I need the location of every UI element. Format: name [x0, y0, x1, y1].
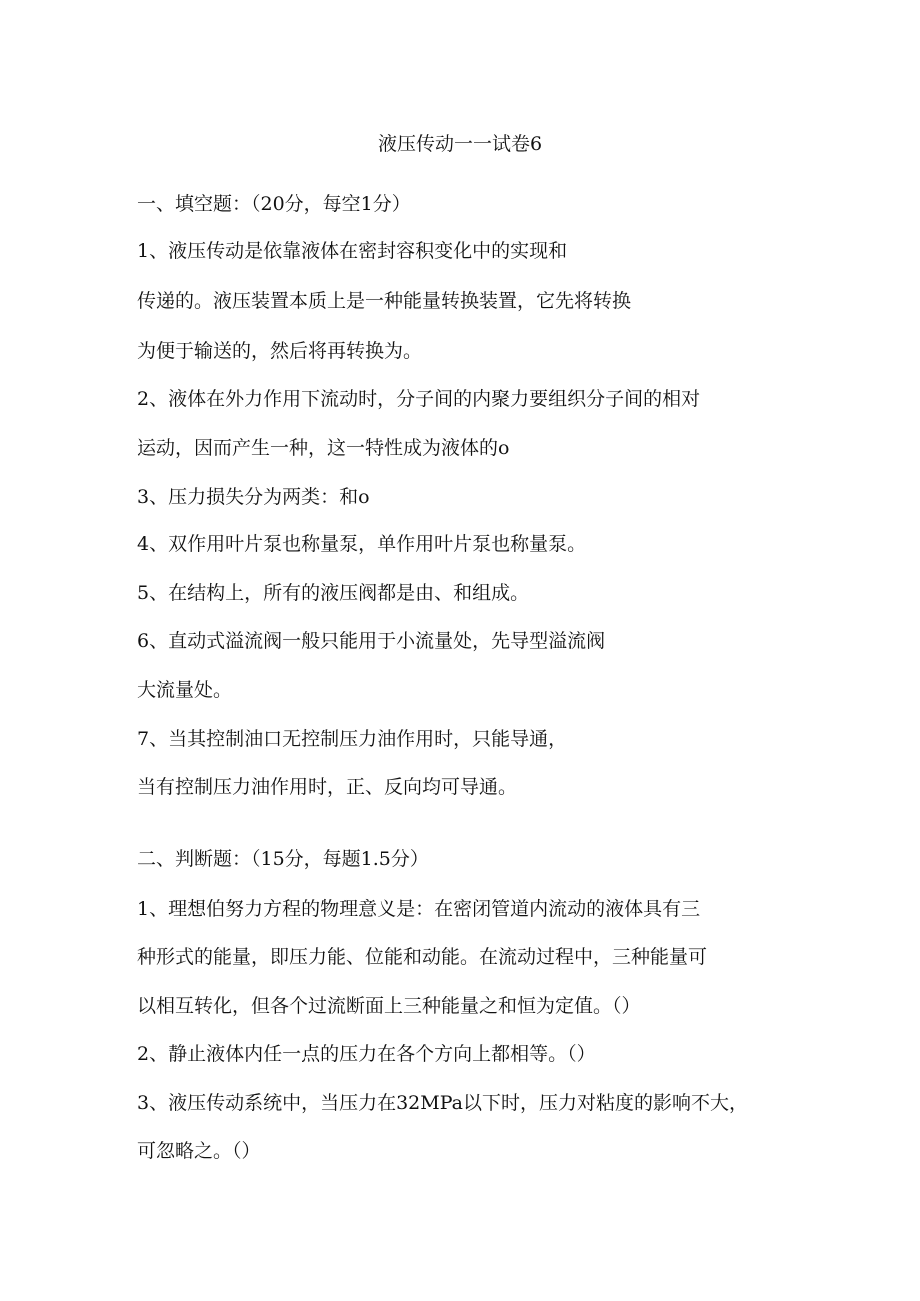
question-line: 3、液压传动系统中，当压力在32MPa以下时，压力对粘度的影响不大，: [137, 1092, 748, 1114]
question-line: 为便于输送的，然后将再转换为。: [137, 340, 423, 362]
question-line: 以相互转化，但各个过流断面上三种能量之和恒为定值。（）: [137, 995, 641, 1017]
section2-heading: 二、判断题：（15分，每题1.5分）: [137, 848, 429, 870]
question-line: 2、液体在外力作用下流动时，分子间的内聚力要组织分子间的相对: [137, 388, 701, 410]
question-line: 3、压力损失分为两类：和o: [137, 486, 370, 508]
section1-heading: 一、填空题：（20分，每空1分）: [137, 193, 411, 215]
question-line: 可忽略之。（）: [137, 1140, 261, 1162]
question-line: 1、液压传动是依靠液体在密封容积变化中的实现和: [137, 240, 568, 262]
exam-title: 液压传动一一试卷6: [377, 133, 543, 155]
question-line: 当有控制压力油作用时，正、反向均可导通。: [137, 776, 518, 798]
question-line: 4、双作用叶片泵也称量泵，单作用叶片泵也称量泵。: [137, 533, 587, 555]
question-line: 大流量处。: [137, 679, 233, 701]
question-line: 1、理想伯努力方程的物理意义是：在密闭管道内流动的液体具有三: [137, 898, 701, 920]
question-line: 运动，因而产生一种，这一特性成为液体的o: [137, 437, 510, 459]
question-line: 6、直动式溢流阀一般只能用于小流量处，先导型溢流阀: [137, 630, 606, 652]
question-line: 种形式的能量，即压力能、位能和动能。在流动过程中，三种能量可: [137, 946, 708, 968]
question-line: 5、在结构上，所有的液压阀都是由、和组成。: [137, 582, 530, 604]
question-line: 7、当其控制油口无控制压力油作用时，只能导通，: [137, 728, 568, 750]
question-line: 2、静止液体内任一点的压力在各个方向上都相等。（）: [137, 1043, 596, 1065]
question-line: 传递的。液压装置本质上是一种能量转换装置，它先将转换: [137, 290, 632, 312]
